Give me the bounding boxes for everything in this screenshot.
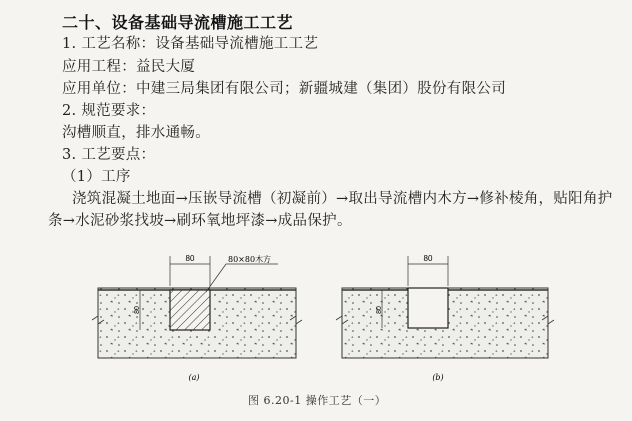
figure-caption: 图 6.20-1 操作工艺（一）: [248, 394, 387, 407]
unit-line: 应用单位：中建三局集团有限公司；新疆城建（集团）股份有限公司: [62, 81, 506, 97]
dim-b-side: 80: [376, 306, 383, 314]
dim-a-side: 80: [134, 306, 141, 314]
craft-name-line: 1. 工艺名称：设备基础导流槽施工工艺: [62, 36, 319, 52]
spec-heading: 2. 规范要求：: [62, 103, 156, 119]
process-line-2: 条→水泥砂浆找坡→刷环氧地坪漆→成品保护。: [48, 213, 352, 229]
points-heading: 3. 工艺要点：: [62, 147, 156, 163]
dim-a-top: 80: [185, 254, 195, 263]
figure-b-label: (b): [432, 373, 444, 382]
spec-text: 沟槽顺直，排水通畅。: [62, 125, 210, 141]
drainage-groove: [408, 288, 448, 328]
figure-b: [336, 254, 554, 382]
construction-figure: [86, 250, 566, 400]
figure-a-label: (a): [188, 373, 200, 382]
dim-b-top: 80: [423, 254, 433, 263]
procedure-heading: （1）工序: [62, 169, 131, 185]
process-line-1: 浇筑混凝土地面→压嵌导流槽（初凝前）→取出导流槽内木方→修补棱角，贴阳角护: [72, 191, 613, 207]
project-line: 应用工程：益民大厦: [62, 59, 196, 75]
wood-block: [170, 290, 210, 330]
wood-label: 80×80木方: [228, 255, 272, 264]
section-title: 二十、设备基础导流槽施工工艺: [62, 13, 294, 32]
figure-a: [92, 254, 302, 382]
